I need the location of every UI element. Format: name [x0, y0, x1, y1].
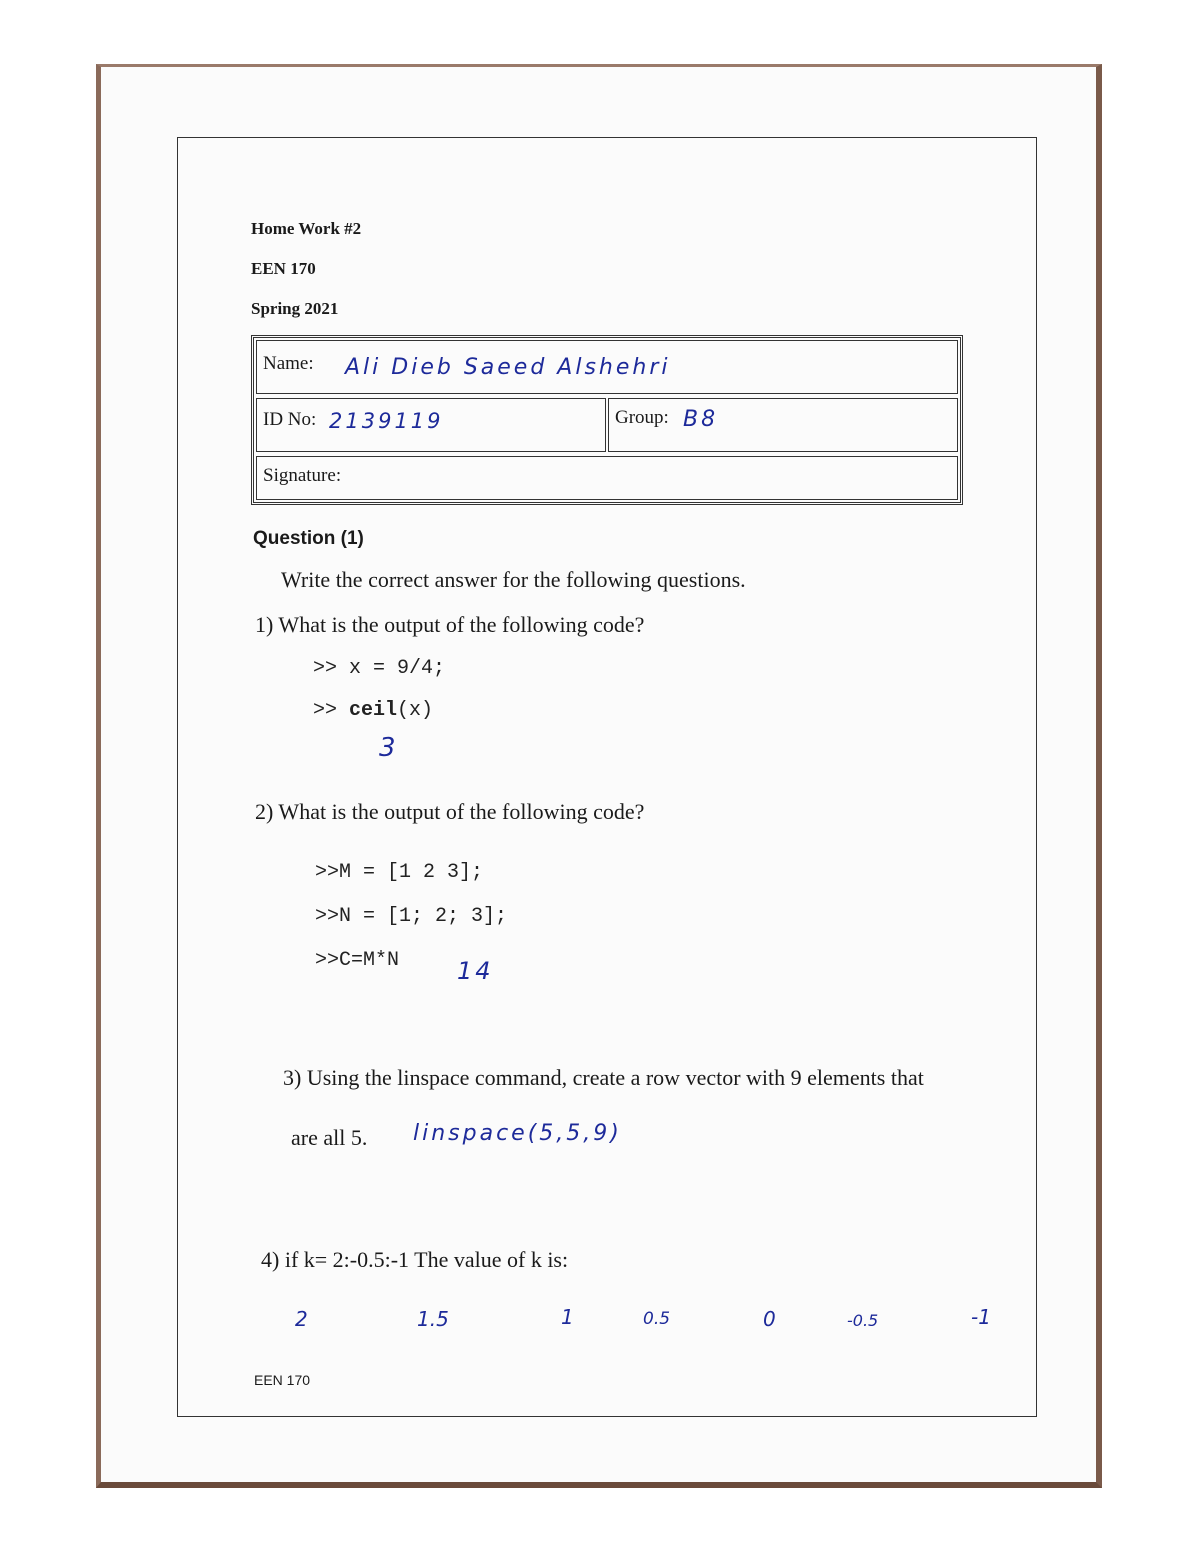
group-cell — [608, 398, 958, 452]
q1-prompt: 1) What is the output of the following code? — [255, 612, 645, 637]
q3-prompt-line2: are all 5. — [291, 1125, 368, 1150]
q4-prompt: 4) if k= 2:-0.5:-1 The value of k is: — [261, 1247, 569, 1272]
homework-title: Home Work #2 — [251, 219, 362, 238]
q3-answer: linspace(5,5,9) — [413, 1121, 622, 1146]
q1-answer: 3 — [379, 733, 399, 763]
signature-label: Signature: — [263, 465, 342, 486]
name-label: Name: — [263, 353, 314, 374]
student-info-table — [251, 335, 963, 505]
course-code: EEN 170 — [251, 259, 316, 278]
q2-answer: 14 — [457, 957, 494, 985]
q2-prompt: 2) What is the output of the following code? — [255, 799, 645, 824]
id-cell — [256, 398, 606, 452]
q1-code-arg: (x) — [397, 699, 434, 722]
k-value: -1 — [971, 1305, 991, 1329]
paper-sheet — [96, 64, 1102, 1488]
footer-course: EEN 170 — [254, 1372, 311, 1388]
q1-code-line2 — [313, 699, 433, 722]
k-value: 0.5 — [643, 1309, 671, 1329]
k-value: 0 — [763, 1307, 776, 1331]
k-value: 1 — [561, 1305, 574, 1329]
k-value: -0.5 — [847, 1311, 879, 1330]
page-frame — [177, 137, 1037, 1417]
q2-code-line2: >>N = [1; 2; 3]; — [315, 905, 508, 928]
name-value: Ali Dieb Saeed Alshehri — [345, 355, 671, 380]
k-value: 2 — [295, 1307, 308, 1331]
question-title: Question (1) — [253, 528, 364, 549]
group-value: B8 — [683, 407, 719, 432]
q2-code-line1: >>M = [1 2 3]; — [315, 861, 484, 884]
q2-code-line3: >>C=M*N — [315, 949, 400, 972]
question-instruction: Write the correct answer for the following questions. — [281, 567, 746, 592]
q1-code-func: ceil — [349, 699, 398, 722]
q1-code-prompt: >> — [313, 699, 350, 722]
id-value: 2139119 — [329, 409, 444, 433]
group-label: Group: — [615, 407, 669, 428]
id-label: ID No: — [263, 409, 317, 430]
q1-code-line1: >> x = 9/4; — [313, 657, 446, 680]
signature-row — [256, 456, 958, 500]
k-value: 1.5 — [417, 1307, 449, 1331]
q3-prompt-line1: 3) Using the linspace command, create a row vector with 9 elements that — [283, 1065, 924, 1090]
name-row — [256, 340, 958, 394]
semester: Spring 2021 — [251, 299, 339, 318]
